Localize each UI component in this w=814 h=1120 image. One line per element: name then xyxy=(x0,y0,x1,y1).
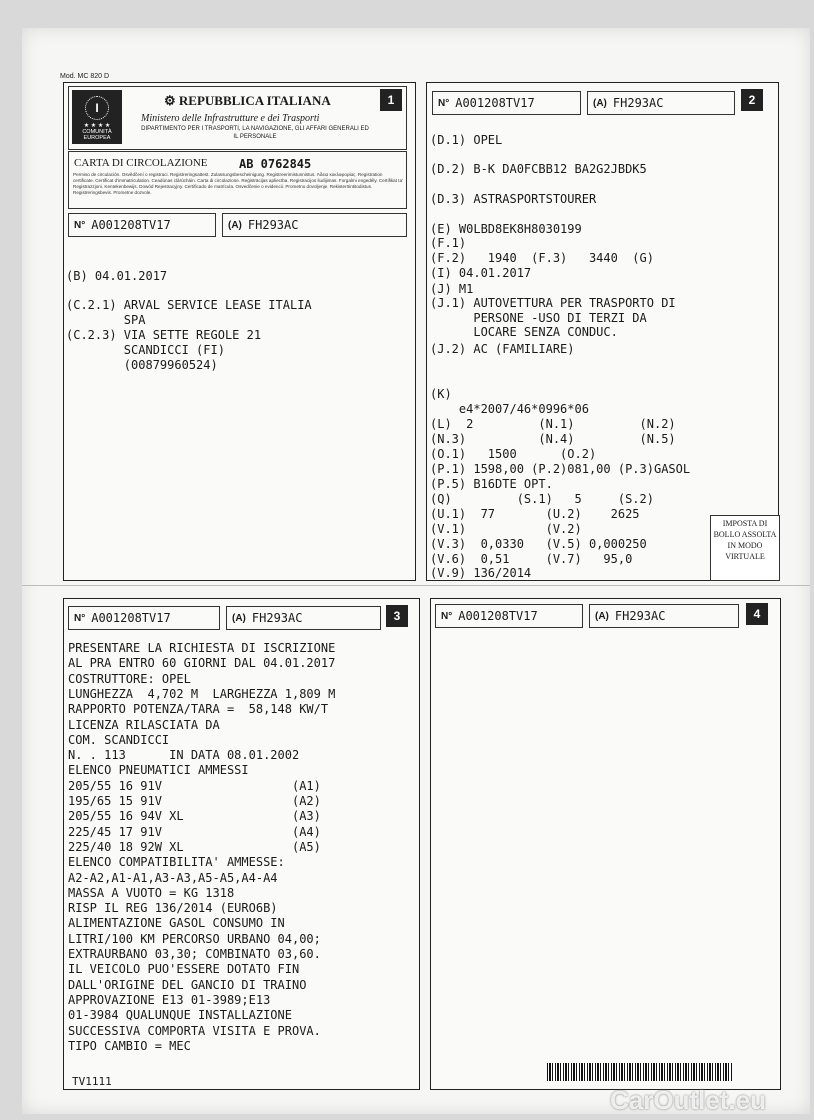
panel3-line: 205/55 16 91V (A1) xyxy=(68,778,321,793)
doc-code: A001208TV17 xyxy=(458,609,538,623)
panel3-line: LUNGHEZZA 4,702 M LARGHEZZA 1,809 M xyxy=(68,686,336,701)
plate: FH293AC xyxy=(614,609,666,623)
panel1-line: SCANDICCI (FI) xyxy=(66,343,225,357)
panel2-line: (J.1) AUTOVETTURA PER TRASPORTO DI xyxy=(430,296,676,310)
panel2-line: (V.6) 0,51 (V.7) 95,0 xyxy=(430,552,633,566)
eu-emblem xyxy=(72,90,122,144)
document-title: CARTA DI CIRCOLAZIONE xyxy=(74,157,208,169)
doc-code: A001208TV17 xyxy=(455,96,535,110)
panel1-line: SPA xyxy=(66,313,146,327)
panel2-line: (L) 2 (N.1) (N.2) xyxy=(430,417,676,431)
panel3-line: RISP IL REG 136/2014 (EURO6B) xyxy=(68,901,278,916)
panel-4-code-box: N° A001208TV17 xyxy=(435,604,583,628)
panel3-line: COM. SCANDICCI xyxy=(68,732,170,747)
panel1-line: (C.2.3) VIA SETTE REGOLE 21 xyxy=(66,328,262,342)
panel3-line: EXTRAURBANO 03,30; COMBINATO 03,60. xyxy=(68,947,321,961)
panel-1-number: 1 xyxy=(380,89,402,111)
panel-2-plate-box: (A) FH293AC xyxy=(587,91,735,115)
panel3-line: 225/45 17 91V (A4) xyxy=(68,824,321,839)
model-label: Mod. MC 820 D xyxy=(60,73,110,80)
republic-title: ⚙ REPUBBLICA ITALIANA xyxy=(164,93,331,108)
panel3-line: ALIMENTAZIONE GASOL CONSUMO IN xyxy=(68,916,285,931)
document-number: AB 0762845 xyxy=(239,157,312,171)
translations-text: Permiso de circulación. Osvědčení o registraci. Registreringsattest. Zulassungsbescheinigung. Registreerimistunnistus. Άδεια κυκλοφορίας. Registration certificate. Certificat d'immatriculation. Ceadúnas clárúcháin. Carta di circolazione. Reģistrācijas apliecība. Registracijos liudijimas. Forgalmi engedély. Certifikat ta' Registrazzjoni. Kentekenbewijs. Dowód Rejestracyjny. Certificado de matrícula. Osvedčenie o evidencii. Prometno dovoljenje. Rekisteröintitodistus. Registreringsbevis. Prometne dozvole. xyxy=(73,172,404,195)
panel2-line: (U.1) 77 (U.2) 2625 xyxy=(430,507,640,521)
panel2-line: (P.1) 1598,00 (P.2)081,00 (P.3)GASOL xyxy=(430,462,691,476)
doc-code: A001208TV17 xyxy=(91,611,171,625)
panel3-line: ELENCO COMPATIBILITA' AMMESSE: xyxy=(68,855,285,870)
eu-stars: ★ ★ ★ ★ xyxy=(83,123,111,129)
panel3-line: ELENCO PNEUMATICI AMMESSI xyxy=(68,763,249,778)
panel-2-code-box: N° A001208TV17 xyxy=(432,91,581,115)
panel2-line: (E) W0LBD8EK8H8030199 xyxy=(430,222,582,236)
panel-2-number: 2 xyxy=(741,89,763,111)
panel1-line: (C.2.1) ARVAL SERVICE LEASE ITALIA xyxy=(66,298,312,312)
panel2-line: (N.3) (N.4) (N.5) xyxy=(430,432,676,446)
eu-circle xyxy=(85,96,109,120)
panel2-line: (O.1) 1500 (O.2) xyxy=(430,447,597,461)
panel2-line: (J.2) AC (FAMILIARE) xyxy=(430,342,575,356)
panel2-line: (J) M1 xyxy=(430,282,474,296)
emblem-icon: ⚙ xyxy=(164,93,179,108)
panel3-line: IL VEICOLO PUO'ESSERE DOTATO FIN xyxy=(68,962,300,977)
header-block xyxy=(68,86,407,150)
panel-1-code-box: N° A001208TV17 xyxy=(68,213,216,237)
eu-letter: I xyxy=(95,101,99,115)
panel-4-number: 4 xyxy=(746,603,768,625)
panel3-line: N. . 113 IN DATA 08.01.2002 xyxy=(68,748,300,763)
fold-line xyxy=(22,585,810,586)
document-title-block xyxy=(68,151,407,209)
plate: FH293AC xyxy=(247,218,299,232)
plate: FH293AC xyxy=(251,611,303,625)
panel-4 xyxy=(430,598,781,1090)
panel3-line: MASSA A VUOTO = KG 1318 xyxy=(68,885,235,900)
panel2-line: (V.1) (V.2) xyxy=(430,522,582,536)
department-title: DIPARTIMENTO PER I TRASPORTI, LA NAVIGAZIONE, GLI AFFARI GENERALI ED IL PERSONALE xyxy=(141,126,369,140)
panel3-line: 01-3984 QUALUNQUE INSTALLAZIONE xyxy=(68,1008,292,1023)
plate: FH293AC xyxy=(612,96,664,110)
panel2-line: (V.9) 136/2014 xyxy=(430,566,532,580)
watermark: CarOutlet.eu xyxy=(610,1085,767,1115)
panel3-line: AL PRA ENTRO 60 GIORNI DAL 04.01.2017 xyxy=(68,656,336,671)
panel3-line: LITRI/100 KM PERCORSO URBANO 04,00; xyxy=(68,931,321,946)
panel2-line: (Q) (S.1) 5 (S.2) xyxy=(430,492,654,506)
panel3-line: DALL'ORIGINE DEL GANCIO DI TRAINO xyxy=(68,977,307,992)
panel2-line: (I) 04.01.2017 xyxy=(430,266,532,280)
panel3-line: 195/65 15 91V (A2) xyxy=(68,794,321,808)
panel2-line: (F.2) 1940 (F.3) 3440 (G) xyxy=(430,251,654,265)
panel2-line: (V.3) 0,0330 (V.5) 0,000250 xyxy=(430,537,647,551)
panel2-line: (F.1) xyxy=(430,236,467,250)
panel-3-code-box: N° A001208TV17 xyxy=(68,606,220,630)
panel-3-number: 3 xyxy=(386,605,408,627)
panel2-line: PERSONE -USO DI TERZI DA xyxy=(430,311,647,325)
doc-code: A001208TV17 xyxy=(91,218,171,232)
panel3-line: RAPPORTO POTENZA/TARA = 58,148 KW/T xyxy=(68,702,329,717)
panel2-line: (D.2) B-K DA0FCBB12 BA2G2JBDK5 xyxy=(430,162,647,176)
panel2-line: LOCARE SENZA CONDUC. xyxy=(430,325,618,339)
panel2-line: (D.1) OPEL xyxy=(430,133,503,147)
panel1-line: (B) 04.01.2017 xyxy=(66,269,168,283)
eu-label: COMUNITÀ EUROPEA xyxy=(82,129,112,141)
panel2-line: e4*2007/46*0996*06 xyxy=(430,402,589,416)
panel3-line: A2-A2,A1-A1,A3-A3,A5-A5,A4-A4 xyxy=(68,870,278,885)
panel2-line: (D.3) ASTRASPORTSTOURER xyxy=(430,192,597,206)
ministry-title: Ministero delle Infrastrutture e dei Trasporti xyxy=(141,113,320,124)
panel-4-plate-box: (A) FH293AC xyxy=(589,604,739,628)
panel3-line: TIPO CAMBIO = MEC xyxy=(68,1038,191,1053)
panel-1-plate-box: (A) FH293AC xyxy=(222,213,407,237)
panel3-line: 205/55 16 94V XL (A3) xyxy=(68,809,321,824)
panel3-line: PRESENTARE LA RICHIESTA DI ISCRIZIONE xyxy=(68,641,336,655)
panel3-line: APPROVAZIONE E13 01-3989;E13 xyxy=(68,992,271,1007)
panel2-line: (K) xyxy=(430,387,452,401)
panel3-line: LICENZA RILASCIATA DA xyxy=(68,717,220,732)
panel-3-footer: TV1111 xyxy=(72,1075,112,1088)
panel3-line: 225/40 18 92W XL (A5) xyxy=(68,839,321,854)
panel3-line: SUCCESSIVA COMPORTA VISITA E PROVA. xyxy=(68,1023,321,1038)
barcode xyxy=(547,1063,732,1081)
tax-stamp: IMPOSTA DI BOLLO ASSOLTA IN MODO VIRTUALE xyxy=(710,515,780,581)
panel2-line: (P.5) B16DTE OPT. xyxy=(430,477,553,491)
panel1-line: (00879960524) xyxy=(66,358,218,372)
panel-3-plate-box: (A) FH293AC xyxy=(226,606,381,630)
panel3-line: COSTRUTTORE: OPEL xyxy=(68,671,191,686)
